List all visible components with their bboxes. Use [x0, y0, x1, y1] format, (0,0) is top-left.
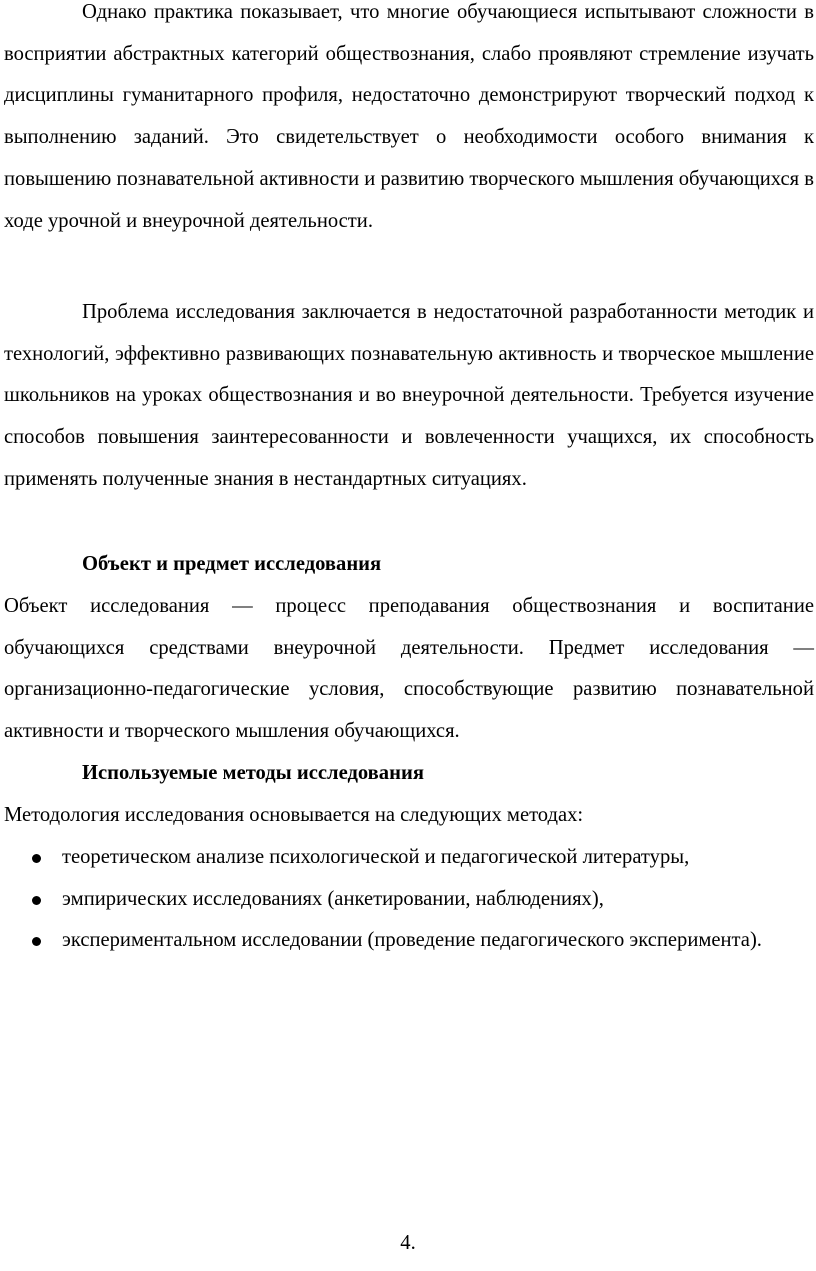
- list-item: [4, 879, 814, 921]
- paragraph-practice: Однако практика показывает, что многие обучающиеся испытывают сложности в восприятии абстрактных категорий обществознания, слабо проявляют стремление изучать дисциплины гуманитарного профиля, недостаточно демонстрируют творческий подход к выполнению заданий. Это свидетельствует о необходимости особого внимания к повышению познавательной активности и развитию творческого мышления обучающихся в ходе урочной и внеурочной деятельности.: [4, 1, 814, 232]
- list-item: [4, 920, 814, 962]
- methods-list: [4, 837, 814, 962]
- paragraph-methodology: Методология исследования основывается на следующих методах:: [4, 804, 584, 826]
- list-item-text: экспериментальном исследовании (проведение педагогического эксперимента).: [62, 929, 762, 952]
- heading-methods: Используемые методы исследования: [82, 762, 424, 784]
- page-number: 4.: [400, 1232, 416, 1254]
- list-item-text: эмпирических исследованиях (анкетировании, наблюдениях),: [62, 887, 604, 910]
- bullet-icon: [32, 854, 41, 863]
- heading-object-subject: Объект и предмет исследования: [82, 553, 382, 575]
- bullet-icon: [32, 937, 41, 946]
- paragraph-object: Объект исследования — процесс преподавания обществознания и воспитание обучающихся средствами внеурочной деятельности. Предмет исследования — организационно-педагогические условия, способствующие развитию познавательной активности и творческого мышления обучающихся.: [4, 595, 814, 743]
- list-item: [4, 837, 814, 879]
- list-item-text: теоретическом анализе психологической и педагогической литературы,: [62, 846, 690, 868]
- bullet-icon: [32, 896, 41, 905]
- paragraph-problem: Проблема исследования заключается в недостаточной разработанности методик и технологий, эффективно развивающих познавательную активность и творческое мышление школьников на уроках обществознания и во внеурочной деятельности. Требуется изучение способов повышения заинтересованности и вовлеченности учащихся, их способность применять полученные знания в нестандартных ситуациях.: [4, 301, 814, 490]
